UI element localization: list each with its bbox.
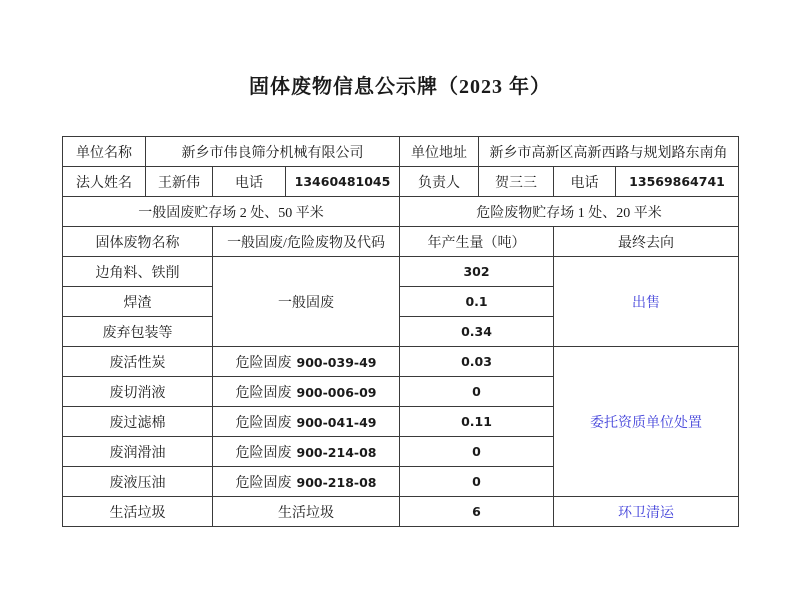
table-row (63, 497, 739, 527)
waste-type-cell: 生活垃圾 (213, 497, 400, 527)
phone-1-value-cell: 13460481045 (286, 167, 400, 197)
page-title: 固体废物信息公示牌（2023 年） (249, 76, 551, 98)
waste-type-code-cell (213, 467, 400, 497)
legal-person-value-cell: 王新伟 (146, 167, 213, 197)
waste-amount-cell: 6 (400, 497, 554, 527)
header-amount: 年产生量（吨） (400, 227, 554, 257)
waste-amount-cell: 0 (400, 377, 554, 407)
waste-name-cell: 废活性炭 (63, 347, 213, 377)
waste-type-code-cell (213, 437, 400, 467)
table-header-row (63, 227, 739, 257)
header-type-code: 一般固废/危险废物及代码 (213, 227, 400, 257)
waste-code: 900-041-49 (296, 414, 377, 430)
waste-type: 危险固废 (235, 355, 292, 371)
waste-amount-cell: 0.11 (400, 407, 554, 437)
phone-label-1-cell: 电话 (213, 167, 286, 197)
waste-amount-cell: 0.03 (400, 347, 554, 377)
waste-type: 危险固废 (235, 445, 292, 461)
waste-code: 900-039-49 (296, 354, 377, 370)
phone-label-2-cell: 电话 (554, 167, 616, 197)
waste-type: 危险固废 (235, 385, 292, 401)
phone-2-value-cell: 13569864741 (616, 167, 739, 197)
waste-type: 危险固废 (235, 415, 292, 431)
table-row (63, 197, 739, 227)
table-row (63, 167, 739, 197)
hazardous-storage-cell: 危险废物贮存场 1 处、20 平米 (400, 197, 739, 227)
waste-amount-cell: 0 (400, 467, 554, 497)
waste-code: 900-214-08 (296, 444, 377, 460)
waste-name-cell: 废液压油 (63, 467, 213, 497)
waste-type-code-cell (213, 407, 400, 437)
waste-name-cell: 废切消液 (63, 377, 213, 407)
header-waste-name: 固体废物名称 (63, 227, 213, 257)
waste-info-table (62, 136, 739, 527)
unit-address-label-cell: 单位地址 (400, 137, 479, 167)
waste-destination-cell: 委托资质单位处置 (554, 347, 739, 497)
table-row (63, 347, 739, 377)
waste-name-cell: 废过滤棉 (63, 407, 213, 437)
header-destination: 最终去向 (554, 227, 739, 257)
waste-name-cell: 生活垃圾 (63, 497, 213, 527)
unit-name-label-cell: 单位名称 (63, 137, 146, 167)
waste-type: 危险固废 (235, 475, 292, 491)
legal-person-label-cell: 法人姓名 (63, 167, 146, 197)
waste-name-cell: 废润滑油 (63, 437, 213, 467)
waste-type-cell: 一般固废 (213, 257, 400, 347)
unit-address-value-cell: 新乡市高新区高新西路与规划路东南角 (479, 137, 739, 167)
manager-value-cell: 贺三三 (479, 167, 554, 197)
manager-label-cell: 负责人 (400, 167, 479, 197)
general-storage-cell: 一般固废贮存场 2 处、50 平米 (63, 197, 400, 227)
table-row (63, 137, 739, 167)
waste-destination-cell: 出售 (554, 257, 739, 347)
waste-name-cell: 焊渣 (63, 287, 213, 317)
waste-amount-cell: 0.34 (400, 317, 554, 347)
waste-amount-cell: 302 (400, 257, 554, 287)
waste-code: 900-006-09 (296, 384, 377, 400)
waste-name-cell: 边角料、铁削 (63, 257, 213, 287)
waste-type-code-cell (213, 377, 400, 407)
unit-name-value-cell: 新乡市伟良筛分机械有限公司 (146, 137, 400, 167)
waste-type-code-cell (213, 347, 400, 377)
waste-code: 900-218-08 (296, 474, 377, 490)
waste-amount-cell: 0.1 (400, 287, 554, 317)
table-row (63, 257, 739, 287)
waste-amount-cell: 0 (400, 437, 554, 467)
waste-destination-cell: 环卫清运 (554, 497, 739, 527)
waste-name-cell: 废弃包装等 (63, 317, 213, 347)
